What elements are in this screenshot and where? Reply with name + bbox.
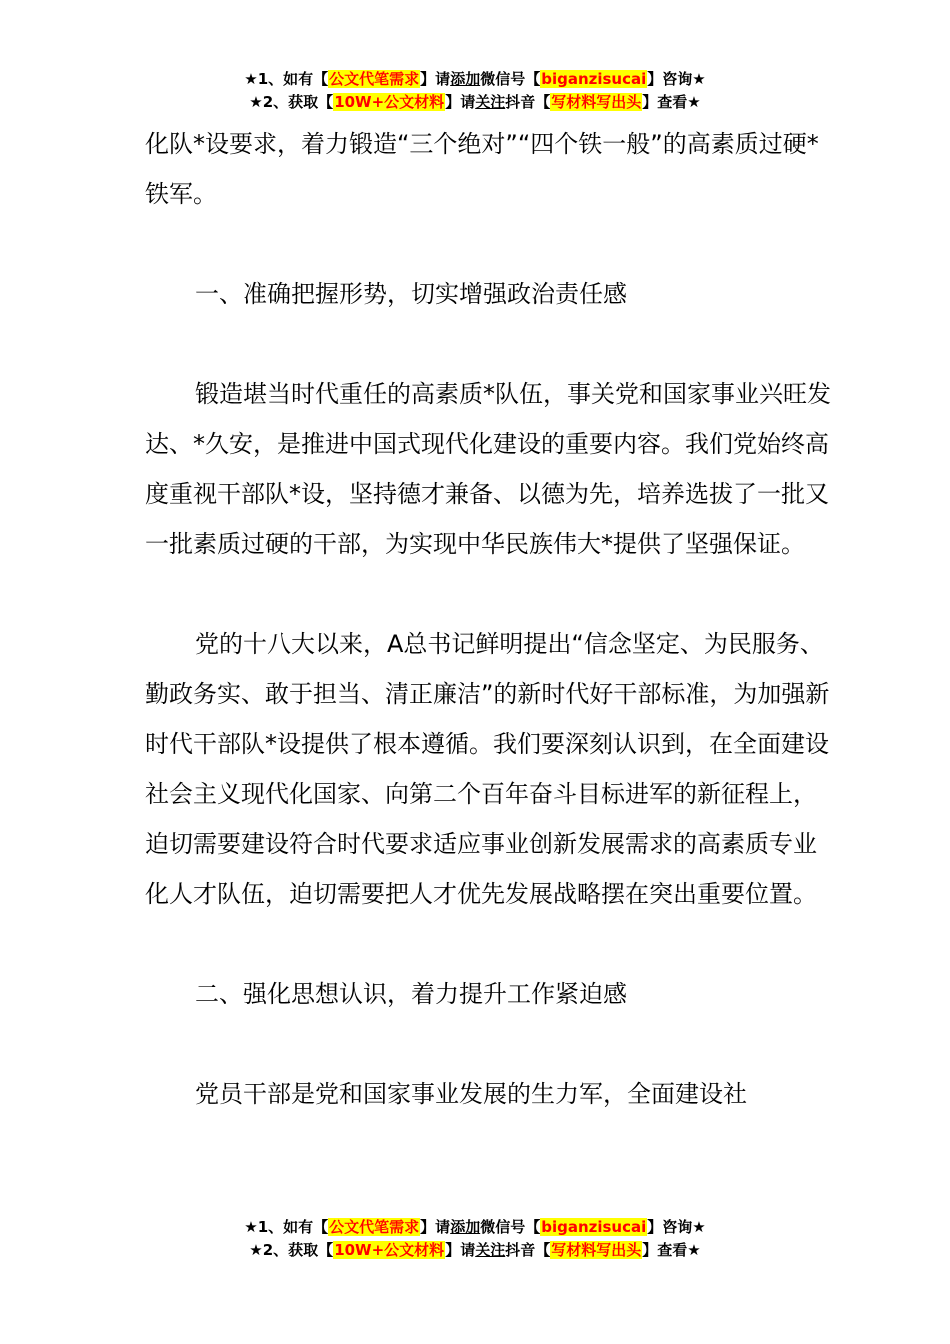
promo-line-1 [0, 1216, 950, 1239]
body-paragraph-3: 党员干部是党和国家事业发展的生力军，全面建设社 [195, 1080, 747, 1108]
section-heading-1: 一、准确把握形势，切实增强政治责任感 [195, 280, 627, 308]
promo-highlight: biganzisucai [541, 70, 647, 88]
promo-underlined-text: 关注 [475, 1241, 506, 1259]
body-paragraph-1: 锻造堪当时代重任的高素质*队伍，事关党和国家事业兴旺发达、*久安，是推进中国式现代化建设的重要内容。我们党始终高度重视干部队*设，坚持德才兼备、以德为先，培养选拔了一批又一批素质过硬的干部，为实现中华民族伟大*提供了坚强保证。 [145, 380, 831, 558]
promo-text: 】请 [445, 1241, 476, 1259]
paragraph-spacer [145, 319, 835, 369]
promo-text: ★2、获取【 [249, 1241, 334, 1259]
promo-highlight: biganzisucai [541, 1218, 647, 1236]
paragraph-spacer [145, 219, 835, 269]
promo-highlight: 写材料写出头 [551, 93, 642, 111]
promo-line-2 [0, 1239, 950, 1262]
promo-text: 】请 [420, 70, 451, 88]
document-body [145, 119, 835, 1119]
promo-highlight: 写材料写出头 [551, 1241, 642, 1259]
promo-text: 】查看★ [642, 93, 701, 111]
promo-text: 微信号【 [480, 1218, 541, 1236]
promo-line-1 [0, 68, 950, 91]
promo-highlight: 10W+公文材料 [334, 93, 445, 111]
paragraph-spacer [145, 919, 835, 969]
promo-highlight: 公文代笔需求 [329, 1218, 420, 1236]
body-paragraph-2: 党的十八大以来，A总书记鲜明提出“信念坚定、为民服务、勤政务实、敢于担当、清正廉洁”的新时代好干部标准，为加强新时代干部队*设提供了根本遵循。我们要深刻认识到，在全面建设社会主义现代化国家、向第二个百年奋斗目标进军的新征程上，迫切需要建设符合时代要求适应事业创新发展需求的高素质专业化人才队伍，迫切需要把人才优先发展战略摆在突出重要位置。 [145, 630, 830, 908]
promo-text: 】查看★ [642, 1241, 701, 1259]
promo-text: ★1、如有【 [244, 1218, 329, 1236]
section-heading-2: 二、强化思想认识，着力提升工作紧迫感 [195, 980, 627, 1008]
paragraph-spacer [145, 1019, 835, 1069]
promo-text: ★2、获取【 [249, 93, 334, 111]
header-promo-banner [0, 68, 950, 114]
footer-promo-banner [0, 1216, 950, 1262]
promo-underlined-text: 添加 [450, 70, 481, 88]
promo-text: 】咨询★ [647, 70, 706, 88]
promo-text: 】咨询★ [647, 1218, 706, 1236]
promo-text: 抖音【 [505, 1241, 551, 1259]
promo-text: 抖音【 [505, 93, 551, 111]
promo-highlight: 公文代笔需求 [329, 70, 420, 88]
paragraph-spacer [145, 569, 835, 619]
promo-underlined-text: 关注 [475, 93, 506, 111]
promo-underlined-text: 添加 [450, 1218, 481, 1236]
promo-highlight: 10W+公文材料 [334, 1241, 445, 1259]
promo-text: 】请 [420, 1218, 451, 1236]
promo-text: 】请 [445, 93, 476, 111]
promo-text: ★1、如有【 [244, 70, 329, 88]
intro-paragraph: 化队*设要求，着力锻造“三个绝对”“四个铁一般”的高素质过硬*铁军。 [145, 130, 819, 208]
promo-text: 微信号【 [480, 70, 541, 88]
promo-line-2 [0, 91, 950, 114]
